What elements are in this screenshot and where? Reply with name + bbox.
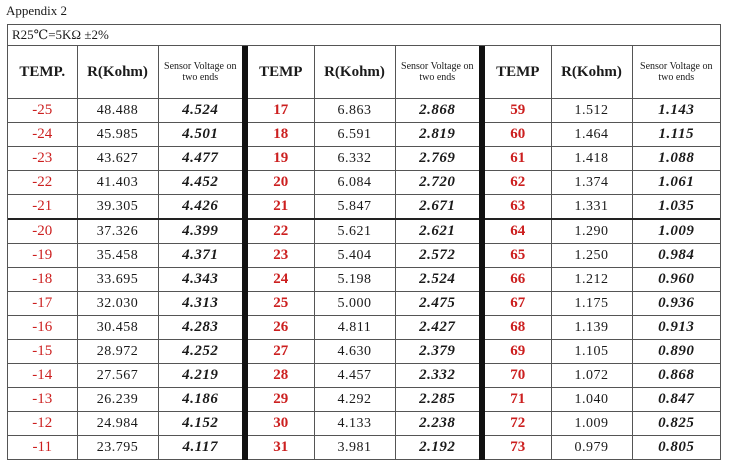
voltage-cell: 2.192 xyxy=(395,436,482,460)
voltage-cell: 1.061 xyxy=(632,171,720,195)
voltage-cell: 2.238 xyxy=(395,412,482,436)
temp-cell: 68 xyxy=(482,316,551,340)
temp-cell: -21 xyxy=(8,195,77,220)
temp-cell: 29 xyxy=(245,388,314,412)
voltage-cell: 0.890 xyxy=(632,340,720,364)
temp-cell: 60 xyxy=(482,123,551,147)
voltage-cell: 4.477 xyxy=(158,147,245,171)
voltage-cell: 0.984 xyxy=(632,244,720,268)
resistance-cell: 37.326 xyxy=(77,219,158,244)
resistance-voltage-table xyxy=(8,46,720,460)
table-row xyxy=(8,292,720,316)
voltage-cell: 0.805 xyxy=(632,436,720,460)
resistance-cell: 4.630 xyxy=(314,340,395,364)
resistance-cell: 6.332 xyxy=(314,147,395,171)
voltage-cell: 0.825 xyxy=(632,412,720,436)
appendix-label: Appendix 2 xyxy=(6,3,68,18)
voltage-cell: 1.088 xyxy=(632,147,720,171)
resistance-cell: 4.133 xyxy=(314,412,395,436)
voltage-cell: 4.524 xyxy=(158,99,245,123)
table-row xyxy=(8,195,720,220)
table-row xyxy=(8,244,720,268)
voltage-cell: 1.009 xyxy=(632,219,720,244)
resistance-cell: 1.418 xyxy=(551,147,632,171)
temp-cell: 23 xyxy=(245,244,314,268)
table-row xyxy=(8,99,720,123)
voltage-cell: 2.671 xyxy=(395,195,482,220)
voltage-cell: 0.936 xyxy=(632,292,720,316)
temp-cell: -20 xyxy=(8,219,77,244)
temp-cell: 24 xyxy=(245,268,314,292)
resistance-cell: 1.290 xyxy=(551,219,632,244)
table-row xyxy=(8,171,720,195)
resistance-cell: 1.512 xyxy=(551,99,632,123)
resistance-cell: 1.040 xyxy=(551,388,632,412)
resistance-cell: 39.305 xyxy=(77,195,158,220)
resistance-cell: 5.621 xyxy=(314,219,395,244)
table-row xyxy=(8,268,720,292)
resistance-cell: 48.488 xyxy=(77,99,158,123)
temp-header: TEMP. xyxy=(8,46,77,99)
temp-cell: -18 xyxy=(8,268,77,292)
resistance-header: R(Kohm) xyxy=(77,46,158,99)
voltage-cell: 2.379 xyxy=(395,340,482,364)
voltage-cell: 4.313 xyxy=(158,292,245,316)
voltage-cell: 2.769 xyxy=(395,147,482,171)
voltage-cell: 1.035 xyxy=(632,195,720,220)
resistance-header: R(Kohm) xyxy=(551,46,632,99)
resistance-cell: 45.985 xyxy=(77,123,158,147)
voltage-cell: 2.621 xyxy=(395,219,482,244)
resistance-cell: 3.981 xyxy=(314,436,395,460)
voltage-cell: 4.252 xyxy=(158,340,245,364)
temp-cell: 65 xyxy=(482,244,551,268)
voltage-header: Sensor Voltage on two ends xyxy=(158,46,245,99)
resistance-cell: 27.567 xyxy=(77,364,158,388)
voltage-header: Sensor Voltage on two ends xyxy=(395,46,482,99)
temp-cell: 27 xyxy=(245,340,314,364)
temp-cell: -12 xyxy=(8,412,77,436)
resistance-cell: 5.198 xyxy=(314,268,395,292)
resistance-cell: 6.084 xyxy=(314,171,395,195)
resistance-cell: 23.795 xyxy=(77,436,158,460)
resistance-cell: 1.175 xyxy=(551,292,632,316)
temp-cell: -11 xyxy=(8,436,77,460)
temp-header: TEMP xyxy=(482,46,551,99)
resistance-cell: 1.105 xyxy=(551,340,632,364)
resistance-cell: 30.458 xyxy=(77,316,158,340)
resistance-cell: 4.811 xyxy=(314,316,395,340)
resistance-cell: 6.591 xyxy=(314,123,395,147)
resistance-cell: 35.458 xyxy=(77,244,158,268)
temp-cell: 69 xyxy=(482,340,551,364)
temp-cell: 62 xyxy=(482,171,551,195)
resistance-cell: 1.374 xyxy=(551,171,632,195)
thermistor-table-sheet xyxy=(7,24,721,460)
voltage-cell: 4.117 xyxy=(158,436,245,460)
temp-cell: -23 xyxy=(8,147,77,171)
voltage-cell: 4.371 xyxy=(158,244,245,268)
resistance-cell: 1.464 xyxy=(551,123,632,147)
resistance-cell: 6.863 xyxy=(314,99,395,123)
temp-cell: 64 xyxy=(482,219,551,244)
voltage-cell: 4.426 xyxy=(158,195,245,220)
voltage-cell: 2.868 xyxy=(395,99,482,123)
temp-cell: 63 xyxy=(482,195,551,220)
voltage-cell: 2.524 xyxy=(395,268,482,292)
temp-cell: -13 xyxy=(8,388,77,412)
table-row xyxy=(8,388,720,412)
temp-cell: 31 xyxy=(245,436,314,460)
temp-cell: -15 xyxy=(8,340,77,364)
resistance-cell: 28.972 xyxy=(77,340,158,364)
resistance-cell: 4.292 xyxy=(314,388,395,412)
voltage-cell: 0.847 xyxy=(632,388,720,412)
temp-cell: -19 xyxy=(8,244,77,268)
temp-cell: 73 xyxy=(482,436,551,460)
voltage-cell: 2.720 xyxy=(395,171,482,195)
temp-cell: 28 xyxy=(245,364,314,388)
temp-cell: 67 xyxy=(482,292,551,316)
resistance-cell: 1.139 xyxy=(551,316,632,340)
temp-cell: 18 xyxy=(245,123,314,147)
voltage-cell: 4.501 xyxy=(158,123,245,147)
voltage-cell: 4.343 xyxy=(158,268,245,292)
resistance-cell: 5.847 xyxy=(314,195,395,220)
resistance-cell: 1.009 xyxy=(551,412,632,436)
resistance-cell: 33.695 xyxy=(77,268,158,292)
voltage-cell: 2.475 xyxy=(395,292,482,316)
voltage-cell: 0.960 xyxy=(632,268,720,292)
resistance-cell: 1.072 xyxy=(551,364,632,388)
resistance-cell: 41.403 xyxy=(77,171,158,195)
voltage-cell: 4.152 xyxy=(158,412,245,436)
temp-header: TEMP xyxy=(245,46,314,99)
temp-cell: 22 xyxy=(245,219,314,244)
temp-cell: -25 xyxy=(8,99,77,123)
table-row xyxy=(8,340,720,364)
resistance-cell: 26.239 xyxy=(77,388,158,412)
voltage-cell: 4.186 xyxy=(158,388,245,412)
voltage-cell: 0.868 xyxy=(632,364,720,388)
temp-cell: 25 xyxy=(245,292,314,316)
table-row xyxy=(8,436,720,460)
voltage-cell: 1.115 xyxy=(632,123,720,147)
resistance-cell: 1.331 xyxy=(551,195,632,220)
resistance-cell: 1.212 xyxy=(551,268,632,292)
temp-cell: 61 xyxy=(482,147,551,171)
temp-cell: 21 xyxy=(245,195,314,220)
voltage-cell: 1.143 xyxy=(632,99,720,123)
voltage-cell: 2.572 xyxy=(395,244,482,268)
table-row xyxy=(8,147,720,171)
table-row xyxy=(8,412,720,436)
voltage-cell: 4.399 xyxy=(158,219,245,244)
voltage-cell: 0.913 xyxy=(632,316,720,340)
resistance-header: R(Kohm) xyxy=(314,46,395,99)
resistance-cell: 4.457 xyxy=(314,364,395,388)
resistance-cell: 0.979 xyxy=(551,436,632,460)
resistance-cell: 43.627 xyxy=(77,147,158,171)
voltage-cell: 2.819 xyxy=(395,123,482,147)
voltage-cell: 4.219 xyxy=(158,364,245,388)
temp-cell: 66 xyxy=(482,268,551,292)
temp-cell: 59 xyxy=(482,99,551,123)
resistance-cell: 5.000 xyxy=(314,292,395,316)
table-row xyxy=(8,123,720,147)
temp-cell: 72 xyxy=(482,412,551,436)
temp-cell: 26 xyxy=(245,316,314,340)
voltage-cell: 2.427 xyxy=(395,316,482,340)
temp-cell: -22 xyxy=(8,171,77,195)
temp-cell: -24 xyxy=(8,123,77,147)
voltage-cell: 2.285 xyxy=(395,388,482,412)
temp-cell: 71 xyxy=(482,388,551,412)
table-row xyxy=(8,219,720,244)
voltage-cell: 4.283 xyxy=(158,316,245,340)
resistance-cell: 5.404 xyxy=(314,244,395,268)
table-row xyxy=(8,316,720,340)
temp-cell: 19 xyxy=(245,147,314,171)
temp-cell: 30 xyxy=(245,412,314,436)
table-row xyxy=(8,364,720,388)
voltage-cell: 4.452 xyxy=(158,171,245,195)
temp-cell: -17 xyxy=(8,292,77,316)
temp-cell: -16 xyxy=(8,316,77,340)
resistance-cell: 24.984 xyxy=(77,412,158,436)
temp-cell: 20 xyxy=(245,171,314,195)
voltage-cell: 2.332 xyxy=(395,364,482,388)
voltage-header: Sensor Voltage on two ends xyxy=(632,46,720,99)
temp-cell: 70 xyxy=(482,364,551,388)
resistance-cell: 32.030 xyxy=(77,292,158,316)
temp-cell: -14 xyxy=(8,364,77,388)
temp-cell: 17 xyxy=(245,99,314,123)
header-row xyxy=(8,46,720,99)
resistance-cell: 1.250 xyxy=(551,244,632,268)
resistance-spec: R25℃=5KΩ ±2% xyxy=(8,25,720,46)
